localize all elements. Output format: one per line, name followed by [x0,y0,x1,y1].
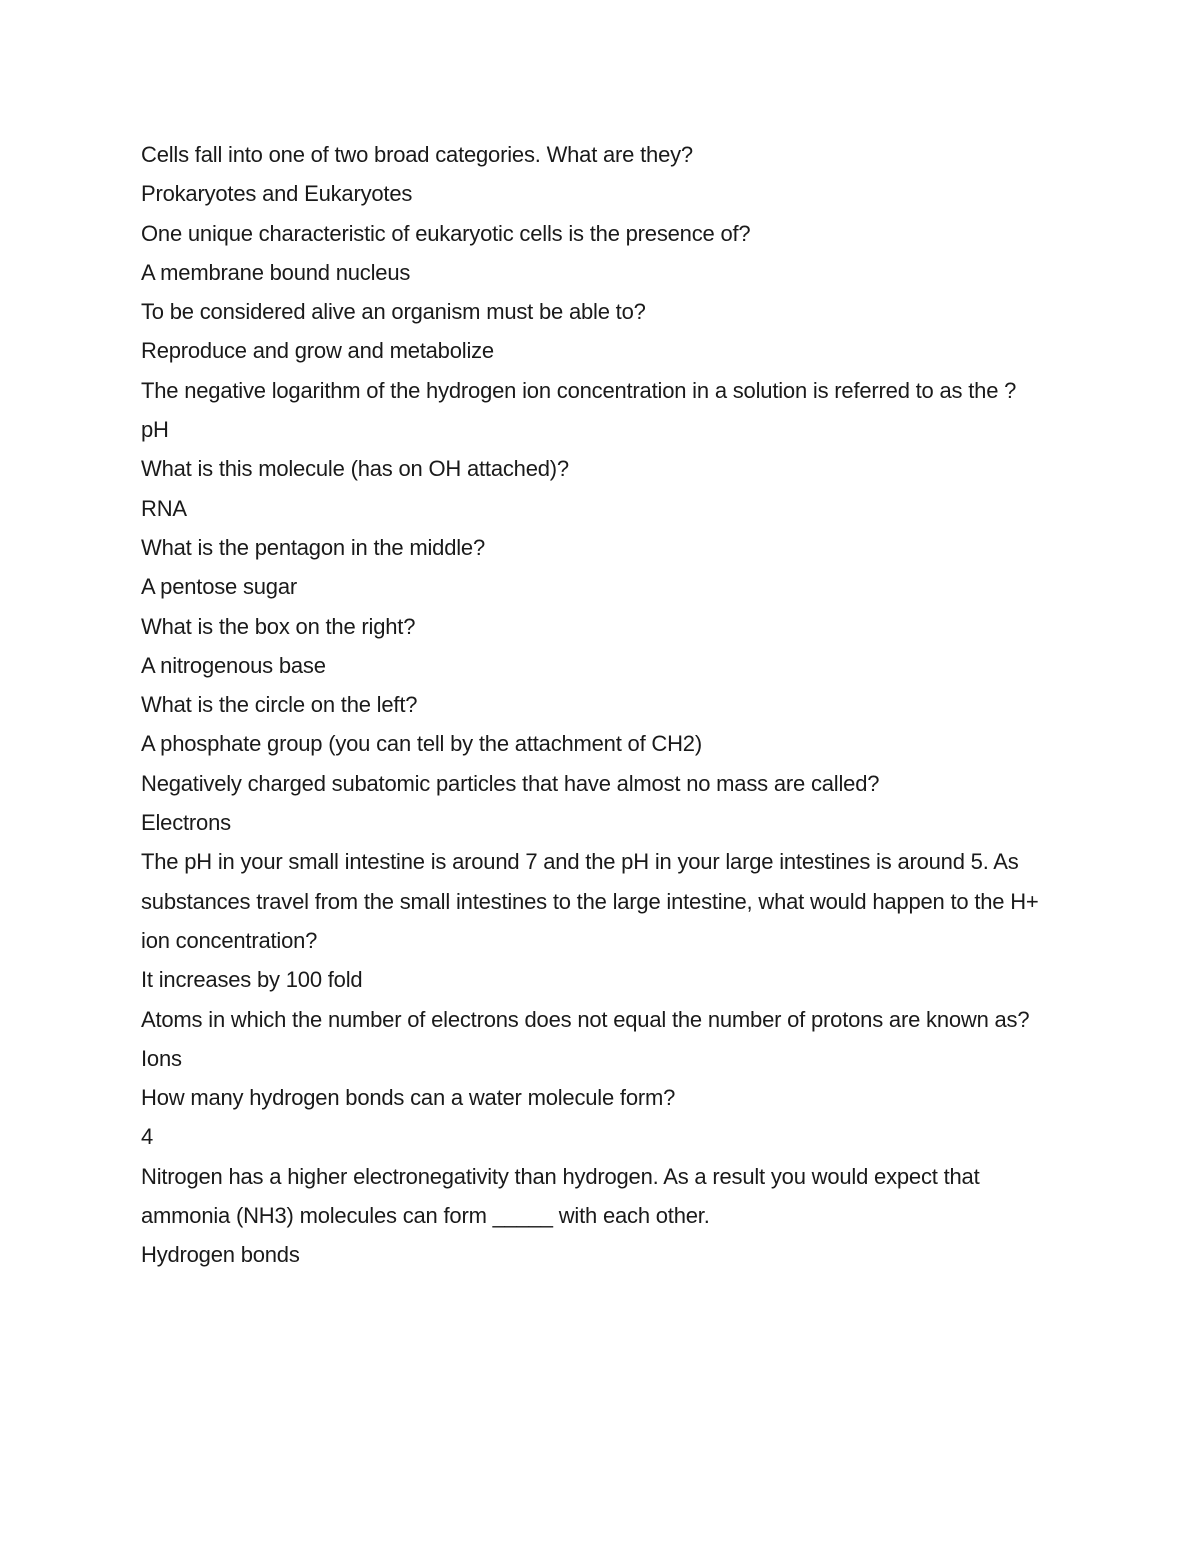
answer-text: pH [141,417,169,443]
question-text: Cells fall into one of two broad categories. What are they? [141,142,693,167]
answer-text: Electrons [141,810,231,836]
question-text: The negative logarithm of the hydrogen ion concentration in a solution is referred to as the ? [141,377,1017,403]
question-text: What is the box on the right? [141,613,416,639]
question-text: The pH in your small intestine is around 7 and the pH in your large intestines is around 5. As substances travel from the small intestines to the large intestine, what would happen to the H+ ion concentration? [141,849,1045,953]
question-text: What is the pentagon in the middle? [141,534,486,560]
answer-text: A nitrogenous base [141,652,326,678]
document-body [141,135,1071,1275]
answer-text: A phosphate group (you can tell by the attachment of CH2) [141,731,702,757]
answer-text: Ions [141,1045,182,1071]
question-text: How many hydrogen bonds can a water molecule form? [141,1085,676,1111]
answer-text: Hydrogen bonds [141,1242,300,1268]
question-text: Atoms in which the number of electrons does not equal the number of protons are known as? [141,1006,1030,1032]
answer-text: RNA [141,495,187,521]
answer-text: Reproduce and grow and metabolize [141,338,494,364]
answer-text: It increases by 100 fold [141,967,363,993]
answer-text: A pentose sugar [141,574,298,600]
answer-text: 4 [141,1124,154,1150]
question-text: To be considered alive an organism must be able to? [141,299,646,325]
question-text: Negatively charged subatomic particles that have almost no mass are called? [141,770,880,796]
question-text: What is this molecule (has on OH attached)? [141,456,569,482]
question-text: One unique characteristic of eukaryotic cells is the presence of? [141,220,751,246]
question-text: What is the circle on the left? [141,692,418,718]
question-text: Nitrogen has a higher electronegativity than hydrogen. As a result you would expect that ammonia (NH3) molecules can form _____ with each other. [141,1163,986,1229]
answer-text: Prokaryotes and Eukaryotes [141,181,413,207]
answer-text: A membrane bound nucleus [141,259,411,285]
